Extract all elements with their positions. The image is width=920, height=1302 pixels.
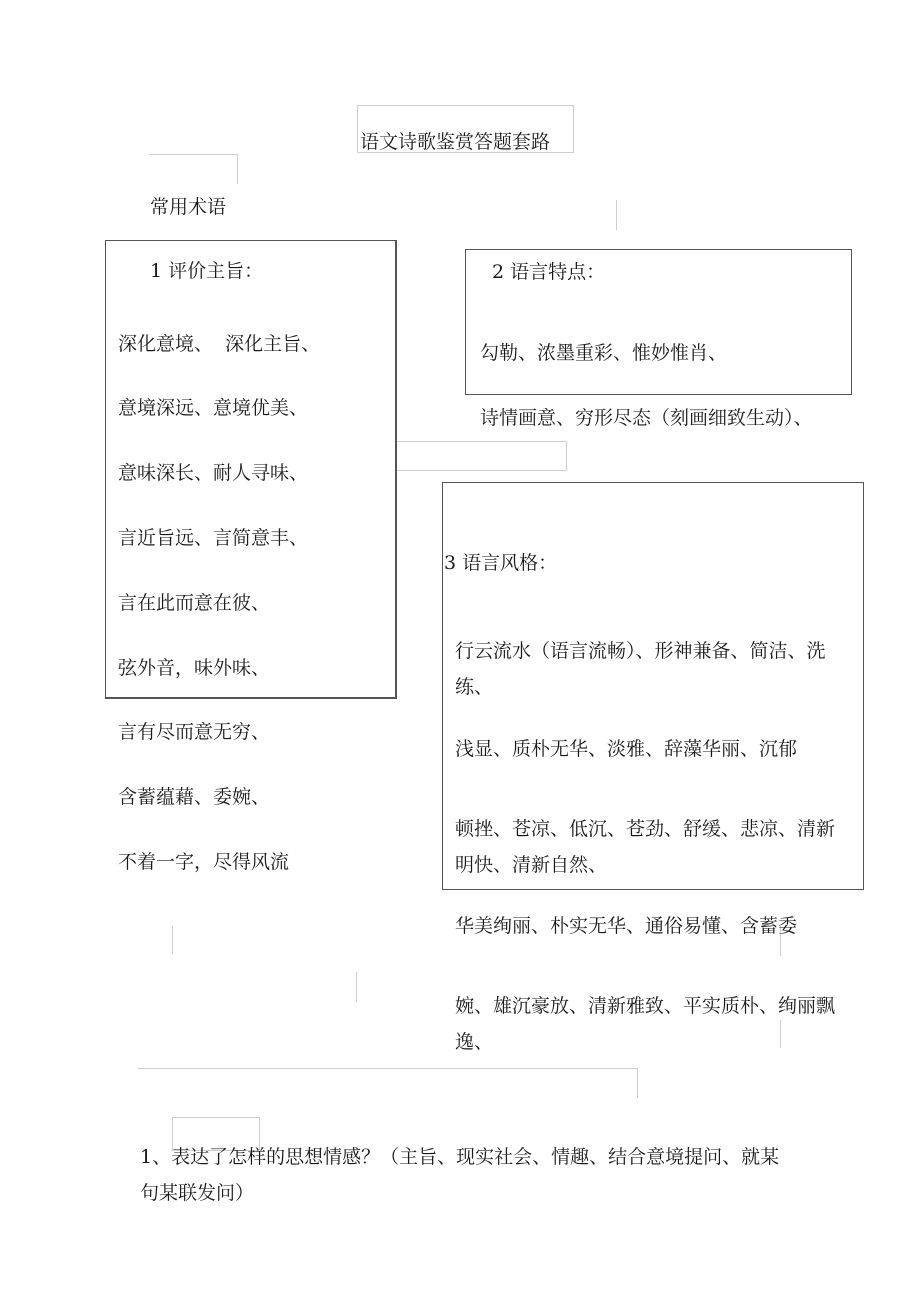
box1-item: 意境深远、意境优美、 [118,397,309,419]
frame-line [637,1068,638,1098]
box3-item: 华美绚丽、朴实无华、通俗易懂、含蓄委 [455,915,798,937]
box1-heading: 1 评价主旨： [150,260,264,282]
frame-line [356,972,357,1002]
frame-line [149,154,237,155]
box2-item: 诗情画意、穷形尽态（刻画细致生动）、 [480,407,813,429]
box1-item: 弦外音，味外味、 [118,657,271,679]
box1-item: 言有尽而意无穷、 [118,721,271,743]
box3-item: 婉、雄沉豪放、清新雅致、平实质朴、绚丽飘逸、 [455,995,836,1053]
box3-item: 顿挫、苍凉、低沉、苍劲、舒缓、悲凉、清新明快、清新自然、 [455,818,836,876]
box3-item: 行云流水（语言流畅）、形神兼备、简洁、洗练、 [455,640,826,698]
section-subtitle: 常用术语 [150,196,227,218]
box1-item: 意味深长、耐人寻味、 [118,462,309,484]
box1-item: 言近旨远、言简意丰、 [118,527,309,549]
box1-item: 不着一字，尽得风流 [118,851,290,873]
box1-item: 言在此而意在彼、 [118,592,271,614]
box1-item: 深化意境、 深化主旨、 [118,333,321,355]
frame-line [172,926,173,954]
connector-frame [396,441,567,471]
frame-line [237,154,238,184]
box3-item: 浅显、质朴无华、淡雅、辞藻华丽、沉郁 [455,738,798,760]
question-1: 1、表达了怎样的思想情感？（主旨、现实社会、情趣、结合意境提问、就某句某联发问） [140,1146,780,1204]
box2-item: 勾勒、浓墨重彩、惟妙惟肖、 [480,342,728,364]
box3-heading: 3 语言风格： [444,552,558,574]
frame-line [138,1068,638,1069]
box2-heading: 2 语言特点： [492,261,606,283]
box1-item: 含蓄蕴藉、委婉、 [118,786,271,808]
page-title: 语文诗歌鉴赏答题套路 [360,131,551,153]
frame-line [616,200,617,230]
